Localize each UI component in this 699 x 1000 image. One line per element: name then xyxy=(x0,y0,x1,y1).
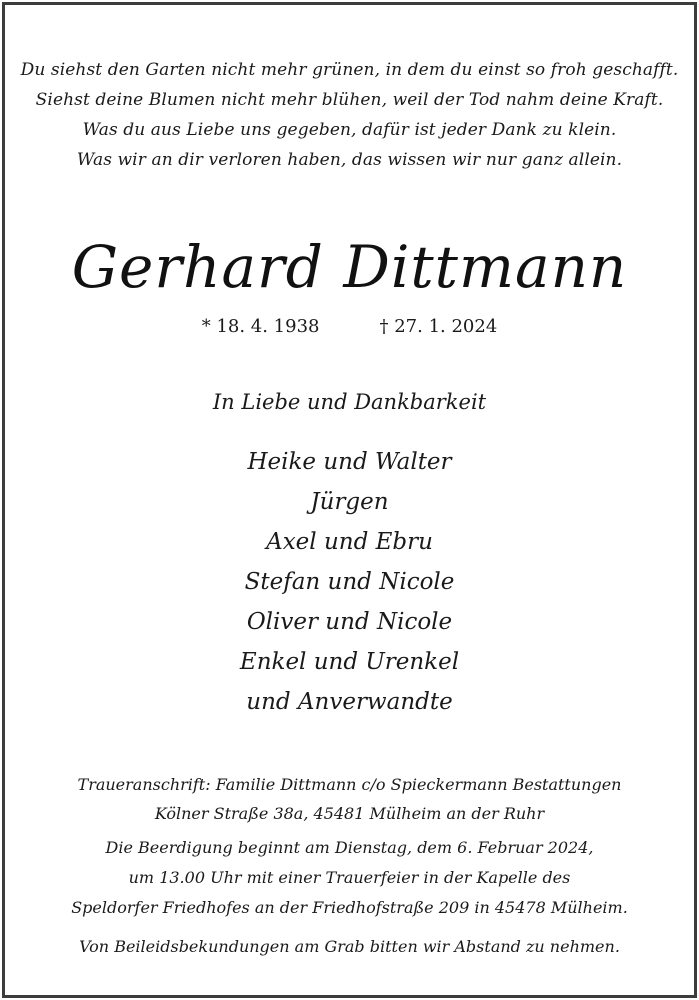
mourning-address xyxy=(5,770,694,828)
birth-date: * 18. 4. 1938 xyxy=(201,316,320,337)
address-line: Kölner Straße 38a, 45481 Mülheim an der Ruhr xyxy=(154,804,545,823)
death-date: † 27. 1. 2024 xyxy=(379,316,498,337)
address-line: Traueranschrift: Familie Dittmann c/o Spieckermann Bestattungen xyxy=(77,775,622,794)
mourner-entry: Enkel und Urenkel xyxy=(239,649,460,675)
deceased-name: Gerhard Dittmann xyxy=(71,233,628,301)
funeral-line: um 13.00 Uhr mit einer Trauerfeier in der Kapelle des xyxy=(128,868,571,887)
life-dates xyxy=(5,315,694,339)
poem-line: Siehst deine Blumen nicht mehr blühen, weil der Tod nahm deine Kraft. xyxy=(35,90,664,110)
poem-line: Was du aus Liebe uns gegeben, dafür ist jeder Dank zu klein. xyxy=(82,120,617,140)
condolence-note: Von Beileidsbekundungen am Grab bitten wir Abstand zu nehmen. xyxy=(79,937,620,956)
mourner-entry: Oliver und Nicole xyxy=(246,609,453,635)
mourner-entry: Heike und Walter xyxy=(247,449,452,475)
poem-line: Du siehst den Garten nicht mehr grünen, in dem du einst so froh geschafft. xyxy=(20,60,679,80)
funeral-details xyxy=(5,833,694,923)
funeral-line: Speldorfer Friedhofes an der Friedhofstraße 209 in 45478 Mülheim. xyxy=(71,898,628,917)
funeral-line: Die Beerdigung beginnt am Dienstag, dem 6. Februar 2024, xyxy=(105,838,594,857)
mourner-entry: Stefan und Nicole xyxy=(244,569,455,595)
memorial-poem xyxy=(5,55,694,175)
thanks-line: In Liebe und Dankbarkeit xyxy=(212,390,487,414)
mourner-entry: und Anverwandte xyxy=(246,689,453,715)
mourner-entry: Axel und Ebru xyxy=(266,529,433,555)
mourner-entry: Jürgen xyxy=(310,489,389,515)
mourners-list xyxy=(5,442,694,722)
obituary-content xyxy=(5,5,694,995)
poem-line: Was wir an dir verloren haben, das wissen wir nur ganz allein. xyxy=(76,150,623,170)
obituary-frame xyxy=(2,2,697,998)
